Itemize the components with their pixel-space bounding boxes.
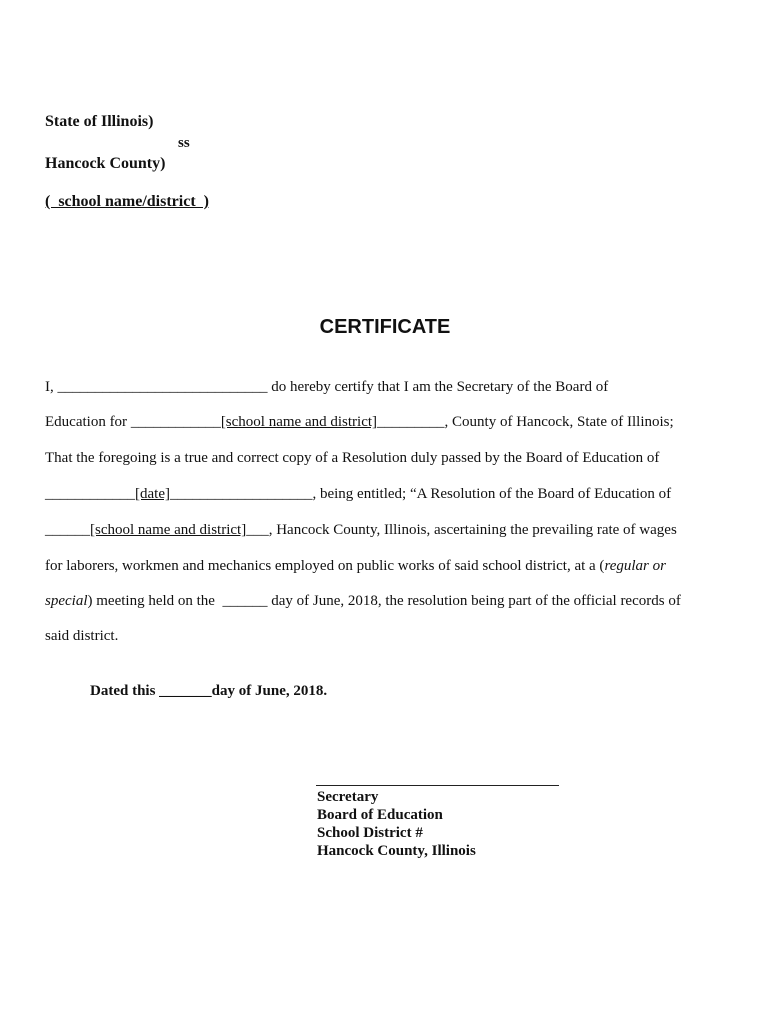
signature-district: School District # (317, 825, 423, 841)
dated-text: Dated this (90, 683, 160, 699)
body-text: do hereby certify that I am the Secretary of the Board of (267, 379, 609, 395)
venue-ss: ss (178, 135, 190, 151)
blank: ______ (45, 522, 90, 538)
dated-line (90, 682, 327, 700)
body-line-2 (45, 413, 674, 431)
field-school-district: [school name and district] (90, 522, 247, 538)
body-line-5 (45, 521, 677, 539)
body-text-italic: special (45, 593, 88, 609)
blank-dated-day: _______ (159, 683, 212, 699)
blank: ____________ (130, 414, 221, 430)
venue-school: ( school name/district ) (45, 193, 209, 210)
body-line-8: said district. (45, 628, 119, 644)
blank: _________ (377, 414, 445, 430)
signature-line (316, 785, 559, 786)
field-school-district: [school name and district] (220, 414, 378, 430)
body-text: , Hancock County, Illinois, ascertaining the prevailing rate of wages (268, 522, 677, 538)
body-text: Education for (45, 414, 131, 430)
body-text: , being entitled; “A Resolution of the Board of Education of (312, 486, 672, 502)
body-text: ) meeting held on the (87, 593, 223, 609)
signature-county: Hancock County, Illinois (317, 843, 476, 859)
blank: ____________ (45, 486, 135, 502)
body-text: , County of Hancock, State of Illinois; (444, 414, 674, 430)
field-date: [date] (135, 486, 170, 502)
body-text: for laborers, workmen and mechanics employed on public works of said school district, at a ( (45, 558, 605, 574)
body-line-4 (45, 485, 671, 503)
venue-county: Hancock County) (45, 155, 166, 172)
body-line-1 (45, 378, 608, 396)
blank-day: ______ (222, 593, 268, 609)
body-line-7 (45, 592, 681, 610)
blank-secretary-name: ____________________________ (57, 379, 268, 395)
body-text-italic: regular or (604, 558, 666, 574)
dated-text: day of June, 2018. (211, 683, 328, 699)
venue-state: State of Illinois) (45, 113, 154, 130)
blank: ___________________ (169, 486, 313, 502)
body-text: I, (45, 379, 58, 395)
body-text: day of June, 2018, the resolution being part of the official records of (267, 593, 681, 609)
blank: ___ (246, 522, 269, 538)
body-line-3: That the foregoing is a true and correct copy of a Resolution duly passed by the Board of Education of (45, 450, 660, 466)
body-line-6 (45, 557, 666, 575)
signature-board: Board of Education (317, 807, 443, 823)
signature-role: Secretary (317, 789, 379, 805)
certificate-title: CERTIFICATE (319, 316, 451, 338)
